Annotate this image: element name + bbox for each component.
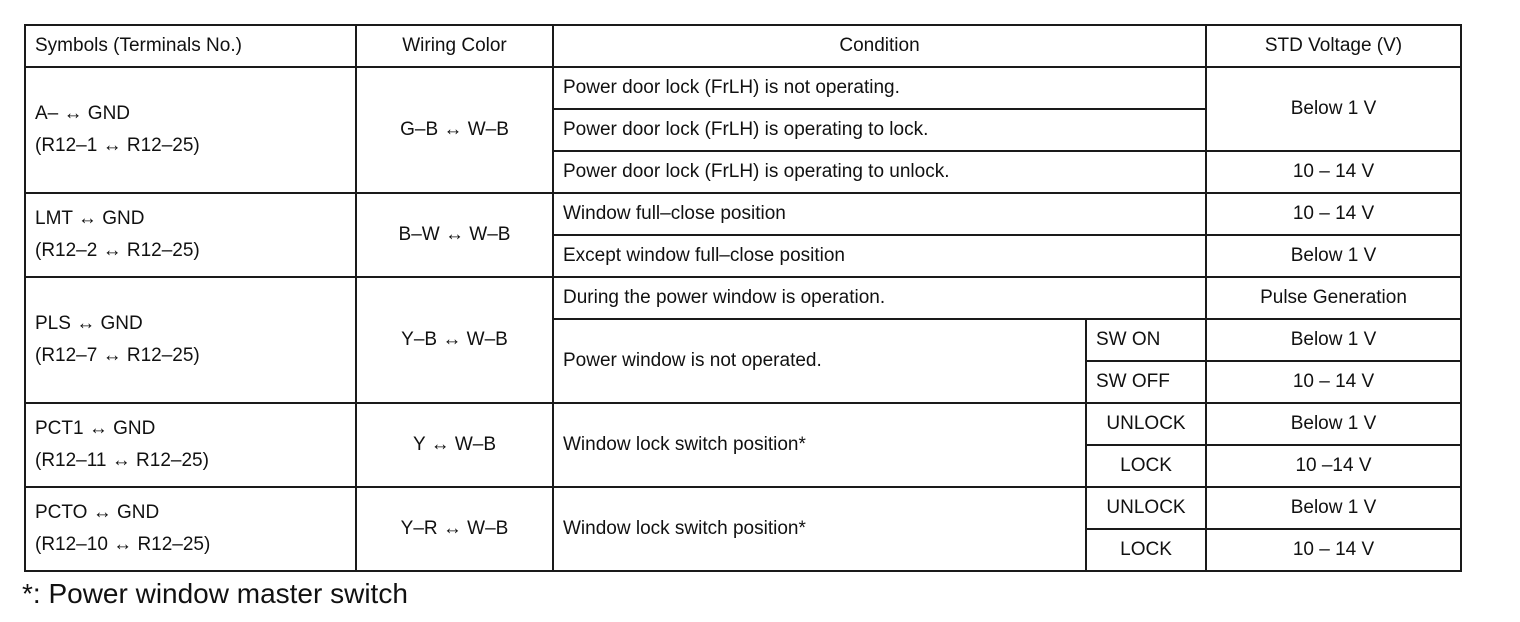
symbol-cell [25,193,356,277]
wiring-color-cell: G–B ↔ W–B [356,67,553,193]
wiring-color-cell: Y–R ↔ W–B [356,487,553,571]
wiring-color-cell: Y ↔ W–B [356,403,553,487]
condition-cell: Power door lock (FrLH) is not operating. [553,67,1206,109]
switch-state-cell: LOCK [1086,445,1206,487]
wiring-color-cell: Y–B ↔ W–B [356,277,553,403]
voltage-cell: 10 – 14 V [1206,361,1461,403]
condition-cell: During the power window is operation. [553,277,1206,319]
table-row [25,67,1461,109]
symbol-cell [25,277,356,403]
header-symbols: Symbols (Terminals No.) [25,25,356,67]
voltage-cell: Below 1 V [1206,67,1461,151]
voltage-cell: Below 1 V [1206,487,1461,529]
condition-cell: Window lock switch position* [553,487,1086,571]
voltage-cell: 10 – 14 V [1206,193,1461,235]
terminal-numbers: (R12–7 ↔ R12–25) [35,345,200,366]
table-header-row [25,25,1461,67]
terminal-numbers: (R12–11 ↔ R12–25) [35,450,209,471]
condition-cell: Power door lock (FrLH) is operating to lock. [553,109,1206,151]
header-wiring-color: Wiring Color [356,25,553,67]
symbol-label: PCT1 ↔ GND [35,418,156,439]
terminal-voltage-table [24,24,1462,572]
table-row [25,193,1461,235]
switch-state-cell: UNLOCK [1086,403,1206,445]
terminal-numbers: (R12–2 ↔ R12–25) [35,240,200,261]
switch-state-cell: LOCK [1086,529,1206,571]
condition-cell: Power door lock (FrLH) is operating to unlock. [553,151,1206,193]
header-condition: Condition [553,25,1206,67]
condition-cell: Window full–close position [553,193,1206,235]
switch-state-cell: UNLOCK [1086,487,1206,529]
voltage-cell: Below 1 V [1206,403,1461,445]
switch-state-cell: SW ON [1086,319,1206,361]
symbol-cell [25,67,356,193]
condition-cell: Power window is not operated. [553,319,1086,403]
voltage-cell: 10 –14 V [1206,445,1461,487]
table-row [25,277,1461,319]
symbol-label: PLS ↔ GND [35,313,143,334]
symbol-cell [25,403,356,487]
terminal-numbers: (R12–10 ↔ R12–25) [35,534,211,555]
voltage-cell: Pulse Generation [1206,277,1461,319]
symbol-label: LMT ↔ GND [35,208,145,229]
switch-state-cell: SW OFF [1086,361,1206,403]
symbol-label: A– ↔ GND [35,103,131,124]
footnote: *: Power window master switch [22,578,408,609]
voltage-cell: Below 1 V [1206,319,1461,361]
header-std-voltage: STD Voltage (V) [1206,25,1461,67]
wiring-color-cell: B–W ↔ W–B [356,193,553,277]
voltage-cell: Below 1 V [1206,235,1461,277]
voltage-cell: 10 – 14 V [1206,151,1461,193]
table-row [25,403,1461,445]
voltage-cell: 10 – 14 V [1206,529,1461,571]
condition-cell: Except window full–close position [553,235,1206,277]
symbol-cell [25,487,356,571]
condition-cell: Window lock switch position* [553,403,1086,487]
symbol-label: PCTO ↔ GND [35,502,160,523]
terminal-numbers: (R12–1 ↔ R12–25) [35,135,200,156]
table-row [25,487,1461,529]
